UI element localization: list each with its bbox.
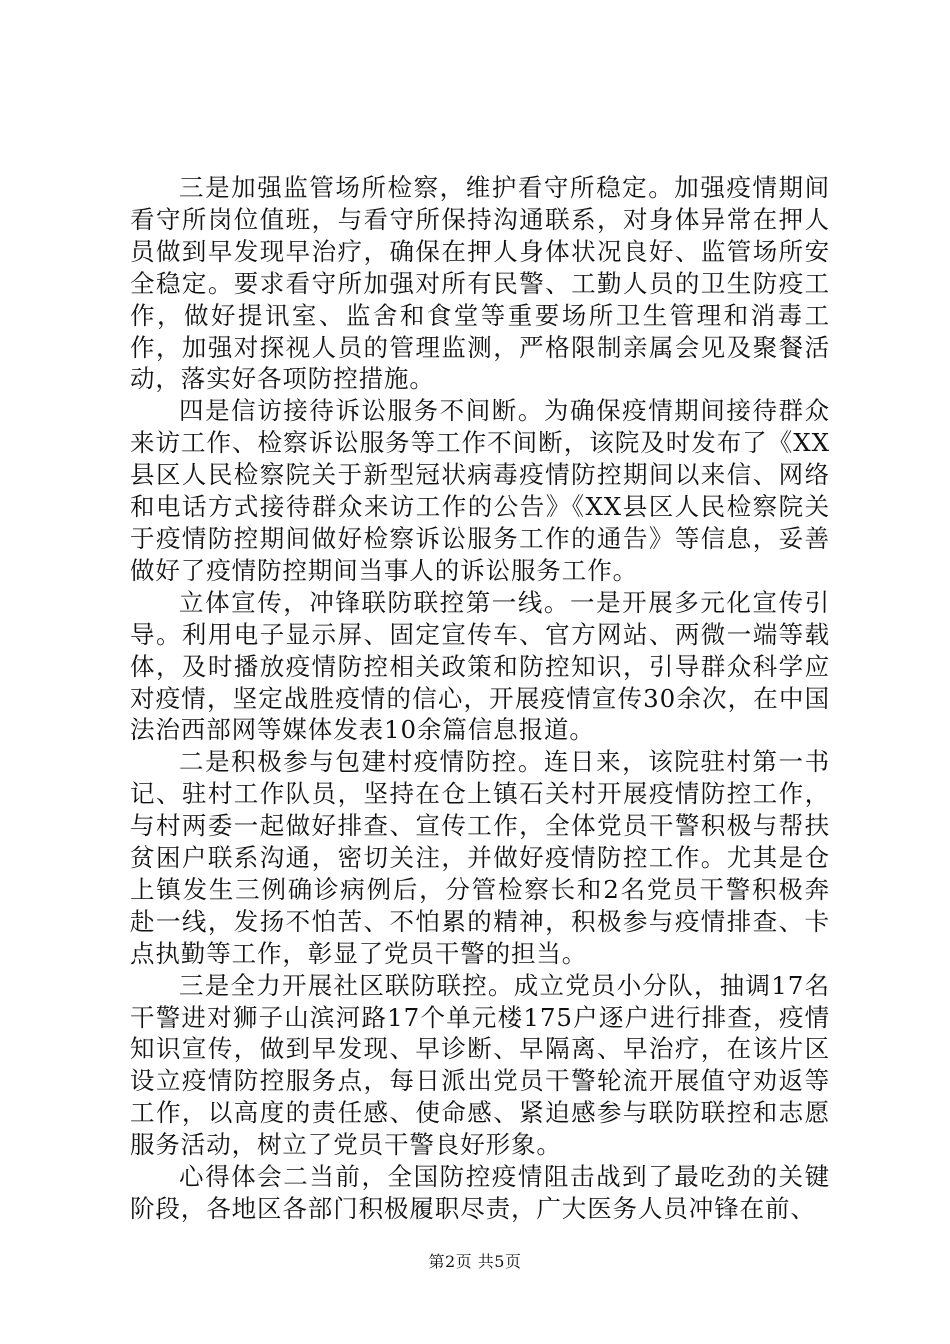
paragraph-publicity: 立体宣传，冲锋联防联控第一线。一是开展多元化宣传引导。利用电子显示屏、固定宣传车、官方网站、两微一端等载体，及时播放疫情防控相关政策和防控知识，引导群众科学应对疫情，坚定战胜疫情的信心，开展疫情宣传30余次，在中国法治西部网等媒体发表10余篇信息报道。 <box>130 587 830 745</box>
page-number-footer: 第2页 共5页 <box>428 1252 522 1271</box>
paragraph-reflection: 心得体会二当前，全国防控疫情阻击战到了最吃劲的关键阶段，各地区各部门积极履职尽责，广大医务人员冲锋在前、 <box>130 1162 830 1223</box>
document-body <box>130 172 830 1225</box>
paragraph-petition-service: 四是信访接待诉讼服务不间断。为确保疫情期间接待群众来访工作、检察诉讼服务等工作不间断，该院及时发布了《XX县区人民检察院关于新型冠状病毒疫情防控期间以来信、网络和电话方式接待群众来访工作的公告》《XX县区人民检察院关于疫情防控期间做好检察诉讼服务工作的通告》等信息，妥善做好了疫情防控期间当事人的诉讼服务工作。 <box>130 396 830 585</box>
paragraph-village-prevention: 二是积极参与包建村疫情防控。连日来，该院驻村第一书记、驻村工作队员，坚持在仓上镇石关村开展疫情防控工作，与村两委一起做好排查、宣传工作，全体党员干警积极与帮扶贫困户联系沟通，密切关注，并做好疫情防控工作。尤其是仓上镇发生三例确诊病例后，分管检察长和2名党员干警积极奔赴一线，发扬不怕苦、不怕累的精神，积极参与疫情排查、卡点执勤等工作，彰显了党员干警的担当。 <box>130 747 830 968</box>
paragraph-supervision: 三是加强监管场所检察，维护看守所稳定。加强疫情期间看守所岗位值班，与看守所保持沟通联系，对身体异常在押人员做到早发现早治疗，确保在押人身体状况良好、监管场所安全稳定。要求看守所加强对所有民警、工勤人员的卫生防疫工作，做好提讯室、监舍和食堂等重要场所卫生管理和消毒工作，加强对探视人员的管理监测，严格限制亲属会见及聚餐活动，落实好各项防控措施。 <box>130 173 830 394</box>
paragraph-community-prevention: 三是全力开展社区联防联控。成立党员小分队，抽调17名干警进对狮子山滨河路17个单元楼175户逐户进行排查，疫情知识宣传，做到早发现、早诊断、早隔离、早治疗，在该片区设立疫情防控服务点，每日派出党员干警轮流开展值守劝返等工作，以高度的责任感、使命感、紧迫感参与联防联控和志愿服务活动，树立了党员干警良好形象。 <box>130 970 830 1160</box>
